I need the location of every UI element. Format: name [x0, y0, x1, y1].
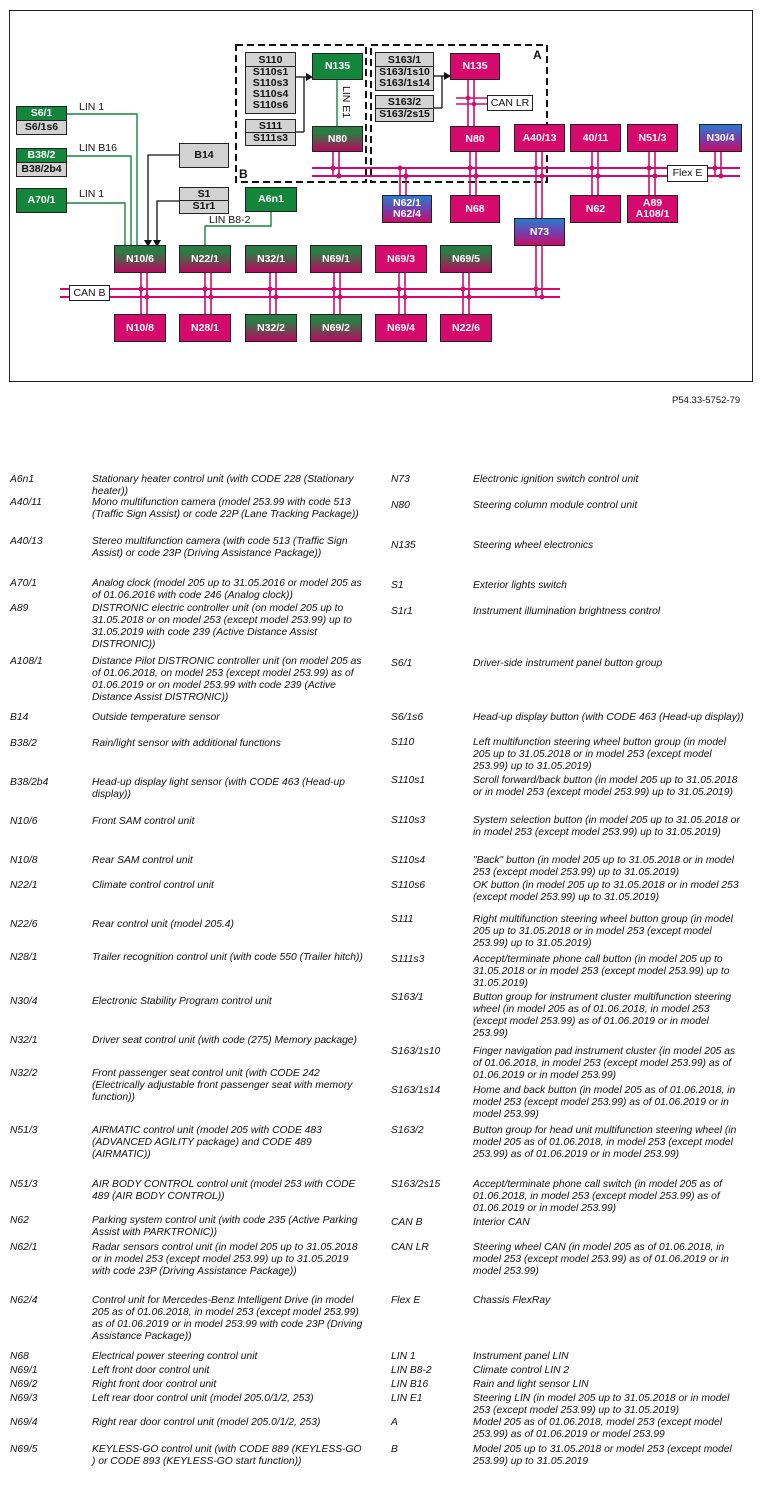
legend-code: S163/2	[391, 1125, 424, 1136]
legend-description: Outside temperature sensor	[92, 712, 220, 723]
S163_1-line-1: S163/1s10	[379, 65, 430, 78]
legend-code: N135	[391, 540, 416, 551]
legend-code: N28/1	[10, 952, 38, 963]
N69_2-line-0: N69/2	[321, 321, 351, 334]
label-lin-b16: LIN B16	[79, 142, 117, 154]
A89	[627, 195, 678, 223]
B14	[179, 143, 229, 168]
legend-description: DISTRONIC electric controller unit (on model 205 up to 31.05.2018 or on model 253 (except model 253.99) up to 31.05.2019 with code 239 (Active Distance Assist DISTRONIC))	[92, 603, 352, 650]
S163_1-line-2: S163/1s14	[379, 76, 430, 89]
legend-code: S1r1	[391, 606, 413, 617]
legend-code: CAN LR	[391, 1242, 429, 1253]
S1-line-0: S1	[180, 189, 228, 201]
N10_8-line-0: N10/8	[125, 321, 155, 334]
legend-code: S110s3	[391, 815, 426, 826]
legend-description: Steering wheel electronics	[473, 540, 594, 551]
legend-description: Finger navigation pad instrument cluster (in model 205 as of 01.06.2018, in model 253 (except model 253.99) as of 01.06.2019 or in model 253.99)	[473, 1046, 736, 1081]
N69_1-line-0: N69/1	[321, 252, 351, 265]
legend-description: Rear SAM control unit	[92, 855, 193, 866]
N51_3-line-0: N51/3	[638, 131, 667, 144]
S110-line-1: S110s1	[252, 66, 289, 78]
FlexE	[667, 165, 708, 182]
N135b	[450, 53, 500, 80]
legend-description: Driver seat control unit (with code (275) Memory package)	[92, 1035, 357, 1046]
N28_1	[179, 314, 231, 342]
N80b-line-0: N80	[465, 132, 485, 145]
CANB	[69, 285, 110, 301]
legend-code: A6n1	[10, 474, 35, 485]
legend-description: Rain/light sensor with additional functions	[92, 738, 281, 749]
legend-code: N62/4	[10, 1295, 38, 1306]
N69_5	[440, 245, 492, 273]
N30_4-line-0: N30/4	[706, 131, 735, 144]
legend-description: Stereo multifunction camera (with code 513 (Traffic Sign Assist) or code 23P (Driving Assistance Package))	[92, 536, 348, 559]
legend-description: Electronic Stability Program control unit	[92, 996, 272, 1007]
B38_2-line-1: B38/2b4	[17, 162, 66, 176]
N10_6	[114, 245, 166, 273]
N10_8	[114, 314, 166, 342]
CANLR	[487, 95, 533, 111]
network-diagram	[0, 0, 762, 420]
legend-code: N73	[391, 474, 410, 485]
legend-code: LIN 1	[391, 1351, 416, 1362]
N22_1-line-0: N22/1	[190, 252, 220, 265]
N32_2-line-0: N32/2	[256, 321, 286, 334]
legend-description: Home and back button (in model 205 as of 01.06.2018, in model 253 (except model 253.99) as of 01.06.2019 or in model 253.99)	[473, 1085, 736, 1120]
legend-description: Model 205 as of 01.06.2018, model 253 (except model 253.99) as of 01.06.2019 or model 253.99	[473, 1417, 723, 1440]
label-lin1-top: LIN 1	[79, 101, 105, 113]
N69_5-line-0: N69/5	[451, 252, 481, 265]
label-group-a: A	[533, 48, 542, 62]
legend-description: Interior CAN	[473, 1217, 530, 1228]
legend-code: A40/11	[10, 497, 42, 508]
label-group-b: B	[239, 167, 248, 181]
legend-code: S163/1	[391, 992, 424, 1003]
legend-description: Control unit for Mercedes-Benz Intelligent Drive (in model 205 as of 01.06.2018, in model 253 (except model 253.99) as of 01.06.2019 or in model 253.99 with code 23P (Driving Assistance Package))	[92, 1295, 363, 1342]
legend-code: S6/1s6	[391, 712, 424, 723]
A40_11	[570, 124, 621, 152]
legend-description: Driver-side instrument panel button group	[473, 658, 663, 669]
figure-reference: P54.33-5752-79	[672, 395, 741, 406]
legend-description: Analog clock (model 205 up to 31.05.2016 or model 205 as of 01.06.2016 with code 246 (Analog clock))	[92, 578, 362, 601]
legend-code: N10/6	[10, 816, 38, 827]
legend-code: N62	[10, 1215, 29, 1226]
legend-code: N32/1	[10, 1035, 38, 1046]
legend-code: A108/1	[10, 656, 43, 667]
legend-description: Steering column module control unit	[473, 500, 638, 511]
S110-line-2: S110s3	[252, 77, 289, 89]
CANB-line-0: CAN B	[73, 286, 106, 299]
legend-code: N32/2	[10, 1068, 38, 1079]
N135a	[312, 53, 363, 80]
legend-description: OK button (in model 205 up to 31.05.2018 or in model 253 (except model 253.99) up to 31.05.2019)	[473, 880, 739, 903]
S110-line-3: S110s4	[252, 88, 289, 100]
legend-description: AIR BODY CONTROL control unit (model 253 with CODE 489 (AIR BODY CONTROL))	[92, 1179, 356, 1202]
N73-line-0: N73	[529, 225, 550, 238]
label-lin-b8-2: LIN B8-2	[209, 214, 251, 226]
S111-line-0: S111	[246, 121, 295, 133]
N80a	[312, 126, 363, 152]
A6n1	[245, 187, 297, 212]
legend-code: S111	[391, 914, 414, 925]
N68	[450, 195, 500, 223]
legend-code: LIN E1	[391, 1393, 423, 1404]
N135a-line-0: N135	[324, 60, 351, 72]
can-b-bus	[60, 286, 560, 299]
label-lin1-bottom: LIN 1	[79, 188, 105, 200]
legend-description: Steering wheel CAN (in model 205 as of 01.06.2018, in model 253 (except model 253.99) as of 01.06.2019 or in model 253.99)	[473, 1242, 729, 1277]
legend-description: Exterior lights switch	[473, 580, 567, 591]
legend-description: Electronic ignition switch control unit	[473, 474, 639, 485]
legend-code: N22/6	[10, 919, 38, 930]
N62_1	[382, 195, 432, 223]
legend-code: N22/1	[10, 880, 38, 891]
legend-code: S163/1s10	[391, 1046, 441, 1057]
N30_4	[699, 124, 742, 152]
N69_2	[310, 314, 362, 342]
N69_1	[310, 245, 362, 273]
legend-code: N69/2	[10, 1379, 38, 1390]
legend-description: Right front door control unit	[92, 1379, 217, 1390]
legend-description: Button group for instrument cluster multifunction steering wheel (in model 205 as of 01.06.2018, in model 253 (except model 253.99) as of 01.06.2019 or in model 253.99)	[473, 992, 732, 1039]
legend-description: Instrument illumination brightness control	[473, 606, 661, 617]
legend-description: Front passenger seat control unit (with CODE 242 (Electrically adjustable front passenger seat with memory function))	[92, 1068, 353, 1103]
A40_13	[514, 124, 565, 152]
S111-line-1: S111s3	[252, 132, 289, 144]
legend-description: AIRMATIC control unit (model 205 with CODE 483 (ADVANCED AGILITY package) and CODE 489 (AIRMATIC))	[92, 1125, 322, 1160]
A89-line-0: A89	[642, 197, 663, 209]
legend-description: Accept/terminate phone call switch (in model 205 as of 01.06.2018, in model 253 (except model 253.99) as of 01.06.2019 or in model 253.99)	[473, 1179, 722, 1214]
legend-code: N51/3	[10, 1179, 38, 1190]
legend-code: A40/13	[10, 536, 43, 547]
N32_1-line-0: N32/1	[256, 252, 286, 265]
A40_13-line-0: A40/13	[522, 131, 557, 144]
legend-code: B38/2	[10, 738, 37, 749]
S163_2	[375, 95, 434, 122]
N69_3	[375, 245, 427, 273]
legend-description: Right rear door control unit (model 205.0/1/2, 253)	[92, 1417, 321, 1428]
N62-line-0: N62	[585, 202, 606, 215]
legend-description: Steering LIN (in model 205 up to 31.05.2018 or in model 253 (except model 253.99) up to 31.05.2019)	[473, 1393, 730, 1416]
legend-description: Climate control control unit	[92, 880, 214, 891]
legend-code: N30/4	[10, 996, 38, 1007]
legend-description: Climate control LIN 2	[473, 1365, 570, 1376]
N32_1	[245, 245, 297, 273]
legend-code: Flex E	[391, 1295, 421, 1306]
N62	[570, 195, 621, 223]
legend-description: Head-up display light sensor (with CODE 463 (Head-up display))	[92, 777, 345, 800]
S110-line-4: S110s6	[252, 99, 289, 111]
S163_2-line-1: S163/2s15	[379, 108, 430, 120]
label-lin-e1: LIN E1	[340, 86, 352, 119]
S1-line-1: S1r1	[192, 200, 216, 212]
A6n1-line-0: A6n1	[258, 193, 284, 205]
legend-description: "Back" button (in model 205 up to 31.05.2018 or in model 253 (except model 253.99) up to 31.05.2019)	[473, 855, 734, 878]
legend-code: N69/4	[10, 1417, 38, 1428]
S6_1	[16, 106, 67, 135]
legend-code: LIN B8-2	[391, 1365, 432, 1376]
A70_1-line-0: A70/1	[27, 194, 56, 206]
A40_11-line-0: 40/11	[582, 131, 609, 144]
legend-description: Trailer recognition control unit (with code 550 (Trailer hitch))	[92, 952, 363, 963]
legend-code: N69/3	[10, 1393, 38, 1404]
legend-code: N10/8	[10, 855, 38, 866]
N51_3	[627, 124, 678, 152]
legend-code: B	[391, 1444, 398, 1455]
legend-code: A89	[10, 603, 29, 614]
N68-line-0: N68	[465, 202, 485, 215]
legend-description: Electrical power steering control unit	[92, 1351, 258, 1362]
N135b-line-0: N135	[462, 60, 488, 72]
legend-description: Mono multifunction camera (model 253.99 with code 513 (Traffic Sign Assist) or code 22P (Lane Tracking Package))	[92, 497, 359, 520]
legend-code: S6/1	[391, 658, 413, 669]
S6_1-line-1: S6/1s6	[17, 120, 66, 134]
legend-description: Front SAM control unit	[92, 816, 195, 827]
S163_2-line-0: S163/2	[376, 97, 433, 109]
legend-description: Rear control unit (model 205.4)	[92, 919, 234, 930]
N22_1	[179, 245, 231, 273]
legend-description: Left rear door control unit (model 205.0/1/2, 253)	[92, 1393, 314, 1404]
legend-code: S1	[391, 580, 404, 591]
legend-description: Chassis FlexRay	[473, 1295, 551, 1306]
legend-code: N51/3	[10, 1125, 38, 1136]
CANLR-line-0: CAN LR	[490, 96, 530, 109]
N69_4-line-0: N69/4	[386, 321, 416, 334]
legend-description: Rain and light sensor LIN	[473, 1379, 589, 1390]
legend-code: N69/5	[10, 1444, 38, 1455]
S6_1-line-0: S6/1	[17, 107, 66, 120]
legend-code: S111s3	[391, 954, 425, 965]
S163_1-line-0: S163/1	[376, 55, 433, 67]
legend-description: System selection button (in model 205 up to 31.05.2018 or in model 253 (except model 253.99) up to 31.05.2019)	[473, 815, 740, 838]
legend-code: N62/1	[10, 1242, 38, 1253]
legend-description: KEYLESS-GO control unit (with CODE 889 (KEYLESS-GO ) or CODE 893 (KEYLESS-GO start function))	[92, 1444, 362, 1467]
legend-description: Instrument panel LIN	[473, 1351, 569, 1362]
legend-description: Right multifunction steering wheel button group (in model 205 up to 31.05.2018 or in model 253 (except model 253.99) up to 31.05.2019)	[473, 914, 733, 949]
B38_2	[16, 148, 67, 177]
N73	[514, 218, 565, 246]
N22_6	[440, 314, 492, 342]
B38_2-line-0: B38/2	[17, 149, 66, 162]
legend-description: Scroll forward/back button (in model 205 up to 31.05.2018 or in model 253 (except model 253.99) up to 31.05.2019)	[473, 775, 738, 798]
N10_6-line-0: N10/6	[125, 252, 155, 265]
legend-code: B14	[10, 712, 29, 723]
N69_3-line-0: N69/3	[386, 252, 416, 265]
legend-code: A	[391, 1417, 398, 1428]
legend-code: S110s6	[391, 880, 426, 891]
legend-description: Left front door control unit	[92, 1365, 210, 1376]
legend-description: Accept/terminate phone call button (in model 205 up to 31.05.2018 or in model 253 (except model 253.99) up to 31.05.2019)	[473, 954, 730, 989]
legend-description: Parking system control unit (with code 235 (Active Parking Assist with PARKTRONIC))	[92, 1215, 358, 1238]
legend-code: B38/2b4	[10, 777, 49, 788]
legend-description: Stationary heater control unit (with CODE 228 (Stationary heater))	[92, 474, 354, 497]
N80b	[450, 126, 500, 152]
legend-description: Distance Pilot DISTRONIC controller unit (on model 205 as of 01.06.2018, on model 253 (except model 253.99) as of 01.06.2019 or on model 253.99 with code 239 (Active Distance Assist DISTRONIC))	[92, 656, 362, 703]
legend-code: S110s1	[391, 775, 426, 786]
legend-code: N68	[10, 1351, 29, 1362]
legend-code: LIN B16	[391, 1379, 429, 1390]
N62_1-line-1: N62/4	[392, 208, 422, 220]
legend-code: CAN B	[391, 1217, 423, 1228]
N28_1-line-0: N28/1	[190, 321, 220, 334]
legend-code: S110	[391, 737, 415, 748]
legend-description: Model 205 up to 31.05.2018 or model 253 (except model 253.99) up to 31.05.2019	[473, 1444, 732, 1467]
legend-description: Head-up display button (with CODE 463 (Head-up display))	[473, 712, 744, 723]
legend-code: S163/2s15	[391, 1179, 441, 1190]
N69_4	[375, 314, 427, 342]
S110-line-0: S110	[246, 55, 295, 67]
FlexE-line-0: Flex E	[672, 167, 703, 179]
N22_6-line-0: N22/6	[451, 321, 481, 334]
S111	[245, 119, 296, 146]
S1	[179, 187, 229, 214]
S110	[245, 52, 296, 114]
A70_1	[16, 188, 67, 213]
B14-line-0: B14	[194, 149, 214, 161]
legend-code: S163/1s14	[391, 1085, 441, 1096]
N62_1-line-0: N62/1	[392, 197, 422, 209]
A89-line-1: A108/1	[635, 208, 670, 220]
N80a-line-0: N80	[327, 132, 348, 145]
legend-code: N80	[391, 500, 410, 511]
S163_1	[375, 52, 434, 91]
legend-code: A70/1	[10, 578, 37, 589]
legend-code: N69/1	[10, 1365, 38, 1376]
legend-description: Radar sensors control unit (in model 205 up to 31.05.2018 or in model 253 (except model 253.99) up to 31.05.2019 with code 23P (Driving Assistance Package))	[92, 1242, 358, 1277]
N32_2	[245, 314, 297, 342]
legend-description: Button group for head unit multifunction steering wheel (in model 205 as of 01.06.2018, in model 253 (except model 253.99) as of 01.06.2019 or in model 253.99)	[473, 1125, 737, 1160]
legend-code: S110s4	[391, 855, 426, 866]
legend-description: Left multifunction steering wheel button group (in model 205 up to 31.05.2018 or in model 253 (except model 253.99) up to 31.05.2019)	[473, 737, 726, 772]
